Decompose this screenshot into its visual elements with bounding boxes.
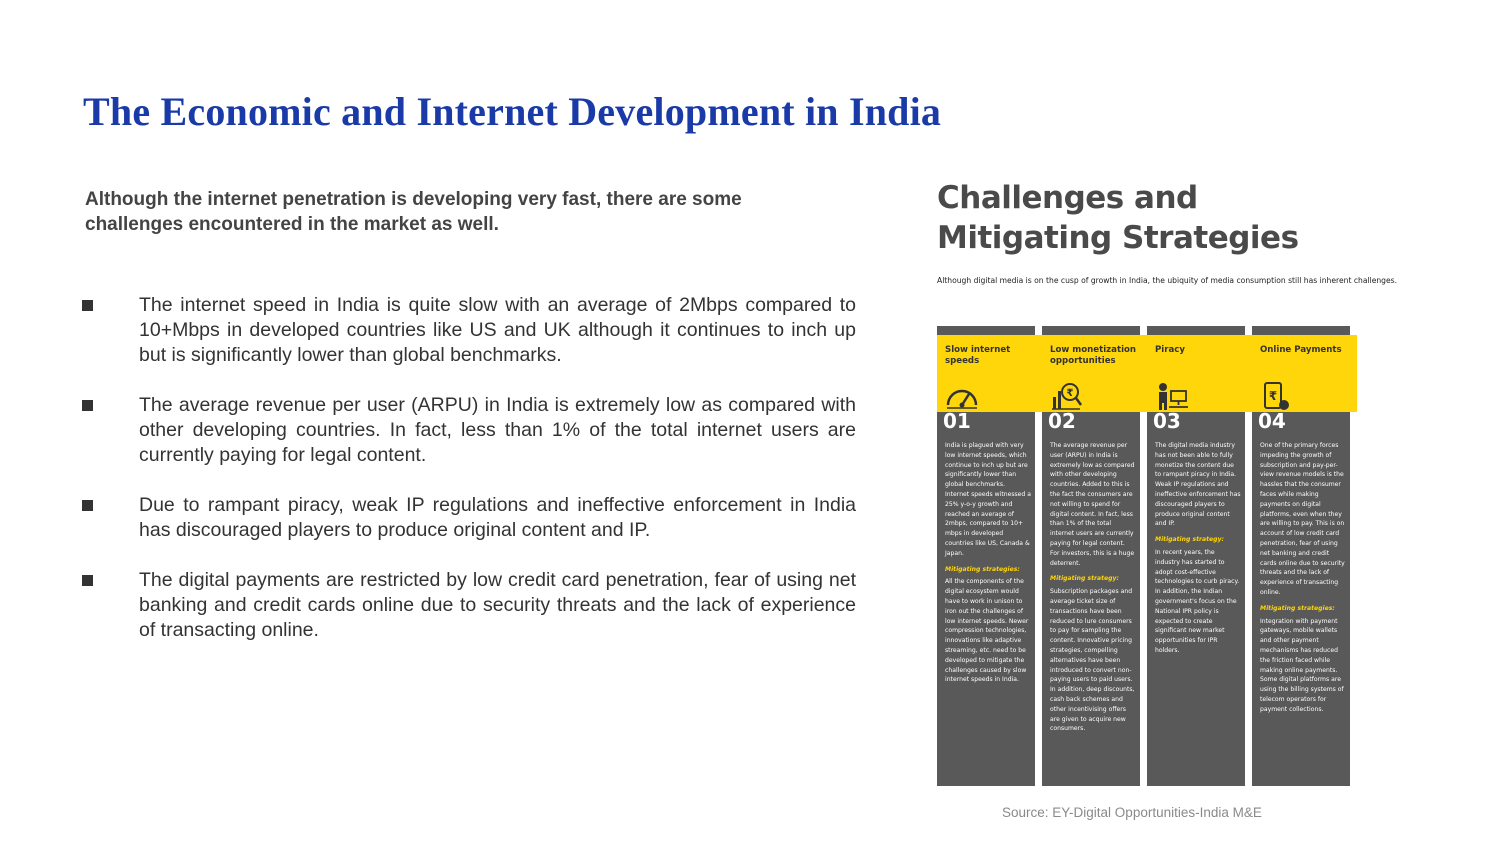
rupee-chart-icon <box>1050 381 1084 411</box>
challenge-label: Piracy <box>1155 345 1185 355</box>
infographic-heading-line: Mitigating Strategies <box>937 220 1299 256</box>
challenge-label: Online Payments <box>1260 345 1342 355</box>
rupee-phone-icon <box>1260 381 1294 411</box>
strategy-title: Mitigating strategy: <box>1155 536 1224 544</box>
bullet-text: Due to rampant piracy, weak IP regulations and ineffective enforcement in India has discouraged players to produce original content and IP. <box>139 494 856 541</box>
bullet-item <box>80 568 856 643</box>
challenge-column <box>1252 326 1350 786</box>
challenge-number: 03 <box>1153 409 1181 433</box>
challenge-column <box>1042 326 1140 786</box>
bullet-item <box>80 493 856 543</box>
infographic-heading-line: Challenges and <box>937 180 1198 216</box>
square-bullet-icon <box>82 500 93 511</box>
challenge-header <box>1042 335 1147 412</box>
challenge-body <box>945 441 1031 685</box>
bullet-text: The average revenue per user (ARPU) in India is extremely low as compared with other developing countries. In fact, less than 1% of the total internet users are currently paying for legal content. <box>139 394 856 466</box>
square-bullet-icon <box>82 575 93 586</box>
bullet-list <box>80 293 856 668</box>
strategy-text: Integration with payment gateways, mobile wallets and other payment mechanisms has reduced the friction faced while making online payments. Some digital platforms are using the billing systems of telecom operators for payment collections. <box>1260 617 1344 713</box>
challenge-body <box>1155 441 1241 656</box>
strategy-title: Mitigating strategy: <box>1050 575 1119 583</box>
bullet-text: The digital payments are restricted by low credit card penetration, fear of using net banking and credit cards online due to security threats and the lack of experience of transacting online. <box>139 569 856 641</box>
strategy-title: Mitigating strategies: <box>945 565 1020 573</box>
challenge-header <box>937 335 1042 412</box>
bullet-item <box>80 293 856 368</box>
challenge-number: 04 <box>1258 409 1286 433</box>
svg-text:₹: ₹ <box>1268 389 1278 403</box>
infographic-subheading: Although digital media is on the cusp of growth in India, the ubiquity of media consumption still has inherent challenges. <box>937 276 1398 285</box>
challenge-label: Low monetization opportunities <box>1050 345 1137 366</box>
speedometer-icon <box>945 381 979 411</box>
challenge-text: The average revenue per user (ARPU) in India is extremely low as compared with other developing countries. Added to this is the fact the consumers are not willing to spend for digital content. In fact, less than 1% of the total internet users are currently paying for legal content. For investors, this is a huge deterrent. <box>1050 442 1135 567</box>
challenge-column <box>1147 326 1245 786</box>
intro-text: Although the internet penetration is developing very fast, there are some challenges encountered in the market as well. <box>85 189 742 235</box>
source-caption: Source: EY-Digital Opportunities-India M&E <box>1002 805 1262 820</box>
challenge-column <box>937 326 1035 786</box>
challenges-columns <box>937 326 1350 786</box>
strategy-text: In recent years, the industry has started to adopt cost-effective technologies to curb piracy. In addition, the Indian government's focus on the National IPR policy is expected to create significant new market opportunities for IPR holders. <box>1155 548 1240 654</box>
challenge-header <box>1252 335 1357 412</box>
challenge-header <box>1147 335 1252 412</box>
challenge-number: 01 <box>943 409 971 433</box>
pirate-computer-icon <box>1155 381 1189 411</box>
square-bullet-icon <box>82 300 93 311</box>
bullet-text: The internet speed in India is quite slow with an average of 2Mbps compared to 10+Mbps in developed countries like US and UK although it continues to inch up but is significantly lower than global benchmarks. <box>139 294 856 366</box>
challenge-text: The digital media industry has not been able to fully monetize the content due to rampant piracy in India. Weak IP regulations and ineffective enforcement has discouraged players to produce original content and IP. <box>1155 442 1241 528</box>
challenge-label: Slow internet speeds <box>945 345 1011 366</box>
bullet-item <box>80 393 856 468</box>
strategy-text: Subscription packages and average ticket size of transactions have been reduced to lure consumers to pay for sampling the content. Innovative pricing strategies, compelling alternatives have been introduced to convert non-paying users to paid users. In addition, deep discounts, cash back schemes and other incentivising offers are given to acquire new consumers. <box>1050 588 1135 733</box>
svg-text:₹: ₹ <box>1066 388 1074 399</box>
challenge-body <box>1260 441 1346 715</box>
page-title: The Economic and Internet Development in India <box>83 89 942 134</box>
infographic-heading <box>937 178 1299 258</box>
challenge-number: 02 <box>1048 409 1076 433</box>
challenge-text: India is plagued with very low internet speeds, which continue to inch up but are significantly lower than global benchmarks. Internet speeds witnessed a 25% y-o-y growth and reached an average of 2mbps, compared to 10+ mbps in developed countries like US, Canada & Japan. <box>945 442 1031 557</box>
challenge-text: One of the primary forces impeding the growth of subscription and pay-per-view revenue models is the hassles that the consumer faces while making payments on digital platforms, even when they are willing to pay. This is on account of low credit card penetration, fear of using net banking and credit cards online due to security threats and the lack of experience of transacting online. <box>1260 442 1345 596</box>
challenge-body <box>1050 441 1136 734</box>
square-bullet-icon <box>82 400 93 411</box>
strategy-title: Mitigating strategies: <box>1260 604 1335 612</box>
strategy-text: All the components of the digital ecosystem would have to work in unison to iron out the challenges of low internet speeds. Newer compression technologies, innovations like adaptive streaming, etc. need to be developed to mitigate the challenges caused by slow internet speeds in India. <box>945 578 1029 684</box>
